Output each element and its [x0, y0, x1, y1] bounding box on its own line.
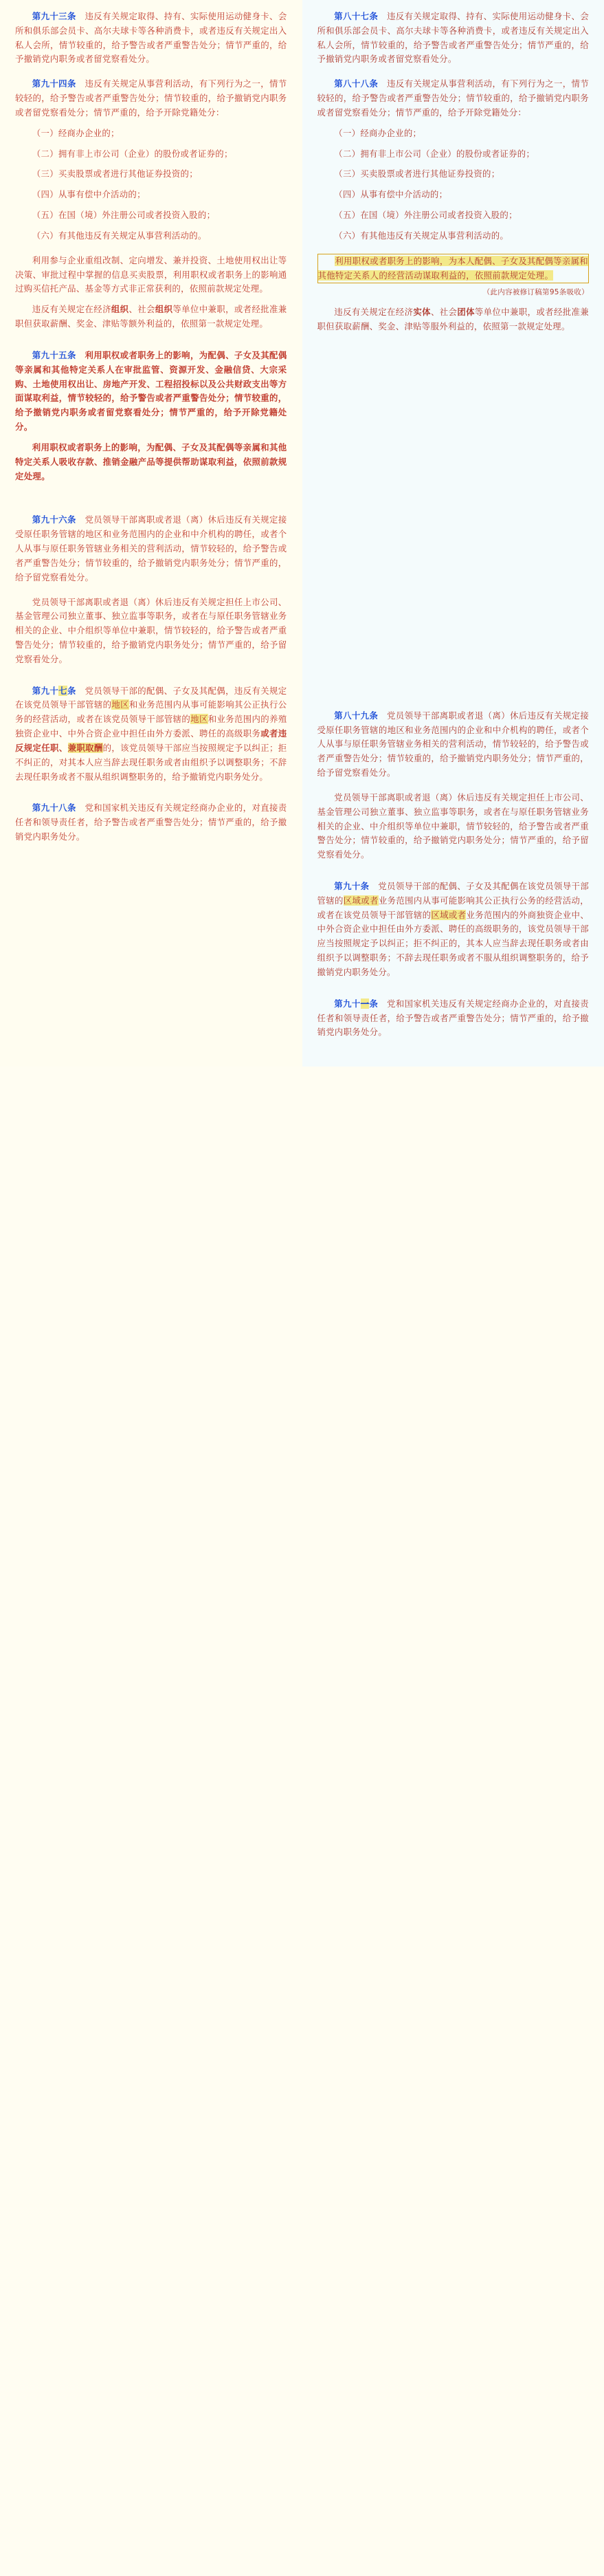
article-paragraph — [317, 709, 590, 781]
article-paragraph — [15, 684, 287, 785]
right-column-new-text — [302, 0, 604, 1067]
highlighted-article-paragraph — [317, 254, 590, 284]
list-item: （一）经商办企业的； — [334, 127, 422, 138]
highlight-term: 区域或者 — [431, 909, 467, 920]
article-body-part: 、社会 — [430, 307, 458, 318]
list-item: （六）有其他违反有关规定从事营利活动的。 — [32, 230, 207, 241]
article-paragraph: 利用参与企业重组改制、定向增发、兼并投资、土地使用权出让等决策、审批过程中掌握的信息买卖股票，利用职权或者职务上的影响通过购买信托产品、基金等方式非正常获利的，依照前款规定处理。 — [15, 254, 287, 294]
editorial-note: （此内容被修订稿第95条吸收） — [482, 288, 589, 297]
article-number: 第八十七条 — [334, 11, 379, 21]
emphasis-term: 组织 — [155, 304, 173, 315]
article-body-part: 等单位中兼职，或者经批准兼职但获取薪酬、奖金、津贴等服外利益的，依照第一款规定处理。 — [317, 307, 590, 331]
article-paragraph — [317, 997, 590, 1040]
list-item: （三）买卖股票或者进行其他证券投资的； — [334, 168, 500, 179]
article-paragraph — [317, 880, 590, 980]
struck-term: 一 — [360, 998, 370, 1009]
highlight-term: 地区 — [111, 699, 129, 710]
article-body: 违反有关规定取得、持有、实际使用运动健身卡、会所和俱乐部会员卡、高尔夫球卡等各种消费卡，或者违反有关规定出入私人会所，情节较重的，给予警告或者严重警告处分；情节严重的，给予撤销党内职务或者留党察看处分。 — [317, 11, 590, 65]
article-body: 违反有关规定从事营利活动，有下列行为之一，情节较轻的，给予警告或者严重警告处分；情节较重的，给予撤销党内职务或者留党察看处分；情节严重的，给予开除党籍处分： — [15, 78, 287, 118]
list-item: （五）在国（境）外注册公司或者投资入股的； — [334, 210, 517, 221]
emphasis-term: 团体 — [457, 307, 475, 318]
article-number: 第九十条 — [334, 880, 370, 891]
highlight-term: 兼职取酬 — [67, 742, 103, 753]
emphasis-term: 组织 — [111, 304, 129, 315]
list-item: （六）有其他违反有关规定从事营利活动的。 — [334, 230, 509, 241]
article-paragraph — [15, 801, 287, 844]
article-body: 违反有关规定从事营利活动，有下列行为之一，情节较轻的，给予警告或者严重警告处分；情节较重的，给予撤销党内职务或者留党察看处分；情节严重的，给予开除党籍处分： — [317, 78, 590, 118]
article-body: 党和国家机关违反有关规定经商办企业的，对直接责任者和领导责任者，给予警告或者严重警告处分；情节严重的，给予撤销党内职务处分。 — [15, 803, 287, 842]
article-number: 第九十六条 — [32, 514, 76, 525]
article-paragraph: 党员领导干部离职或者退（离）休后违反有关规定担任上市公司、基金管理公司独立董事、独立监事等职务，或者在与原任职务管辖业务相关的企业、中介组织等单位中兼职，情节较轻的，给予警告或者严重警告处分；情节较重的，给予撤销党内职务处分；情节严重的，给予留党察看处分。 — [317, 792, 589, 860]
article-body: 党和国家机关违反有关规定经商办企业的，对直接责任者和领导责任者，给予警告或者严重警告处分；情节严重的，给予撤销党内职务处分。 — [317, 998, 589, 1038]
list-item: （二）拥有非上市公司（企业）的股份或者证券的； — [32, 148, 233, 159]
list-item: （一）经商办企业的； — [32, 127, 120, 138]
article-body: 党员领导干部离职或者退（离）休后违反有关规定接受原任职务管辖的地区和业务范围内的企业和中介机构的聘任，或者个人从事与原任职务管辖业务相关的营利活动，情节较轻的，给予警告或者严重警告处分；情节较重的，给予撤销党内职务处分；情节严重的，给予留党察看处分。 — [317, 710, 590, 778]
article-paragraph — [15, 77, 287, 120]
article-body-part: 党员领导干部的配偶、子女及其配偶在该党员领导干部管辖的 — [317, 880, 590, 906]
article-body-part: 等单位中兼职，或者经批准兼职但获取薪酬、奖金、津贴等额外利益的，依照第一款规定处理。 — [15, 304, 287, 329]
article-body: 违反有关规定取得、持有、实际使用运动健身卡、会所和俱乐部会员卡、高尔夫球卡等各种消费卡，或者违反有关规定出入私人会所，情节较重的，给予警告或者严重警告处分；情节严重的，给予撤销党内职务或者留党察看处分。 — [15, 11, 287, 65]
highlight-term: 区域或者 — [343, 895, 379, 906]
article-paragraph — [317, 305, 590, 334]
list-item: （二）拥有非上市公司（企业）的股份或者证券的； — [334, 148, 535, 159]
two-column-layout — [0, 0, 604, 1067]
list-item: （五）在国（境）外注册公司或者投资入股的； — [32, 210, 216, 221]
article-body-part: 业务范围内从事可能影响其公正执行公务的经营活动，或者在该党员领导干部管辖的 — [317, 895, 589, 920]
article-number: 第九十八条 — [32, 803, 76, 814]
emphasis-term: 或者违反规定任职、 — [15, 728, 287, 753]
article-body-part: 违反有关规定在经济 — [334, 307, 414, 318]
article-paragraph — [15, 10, 287, 67]
article-number: 第九十一条 — [334, 998, 379, 1009]
article-paragraph — [15, 303, 287, 331]
highlight-term: 地区 — [190, 714, 208, 725]
list-item: （四）从事有偿中介活动的； — [32, 189, 146, 200]
article-number: 第八十八条 — [334, 78, 379, 89]
article-body-part: 违反有关规定在经济 — [32, 304, 111, 315]
article-body: 利用职权或者职务上的影响，为配偶、子女及其配偶等亲属和其他特定关系人在审批监管、资源开发、金融信贷、大宗采购、土地使用权出让、房地产开发、工程招投标以及公共财政支出等方面谋取利益，情节较轻的，给予警告或者严重警告处分；情节较重的，给予撤销党内职务或者留党察看处分；情节严重的，给予开除党籍处分。 — [15, 349, 287, 433]
article-paragraph — [15, 349, 287, 435]
list-item: （四）从事有偿中介活动的； — [334, 189, 448, 200]
article-number: 第八十九条 — [334, 710, 379, 721]
article-body: 党员领导干部离职或者退（离）休后违反有关规定接受原任职务管辖的地区和业务范围内的企业和中介机构的聘任，或者个人从事与原任职务管辖业务相关的营利活动，情节较轻的，给予警告或者严重警告处分；情节较重的，给予撤销党内职务处分；情节严重的，给予留党察看处分。 — [15, 514, 287, 582]
article-number: 第九十七条 — [32, 685, 76, 696]
article-body-part: 的，该党员领导干部应当按照规定予以纠正；拒不纠正的，对其本人应当辞去现任职务或者由组织予以调整职务；不辞去现任职务或者不服从组织调整职务的，给予撤销党内职务处分。 — [15, 742, 287, 782]
article-body-part: 业务范围内的外商独资企业中、中外合资企业中担任由外方委派、聘任的高级职务的，该党员领导干部应当按照规定予以纠正；拒不纠正的，其本人应当辞去现任职务或者由组织予以调整职务；不辞去现任职务或者不服从组织调整职务的，给予撤销党内职务处分。 — [317, 909, 590, 977]
article-paragraph — [317, 10, 590, 67]
left-column-old-text — [0, 0, 302, 1067]
highlight-term: 七 — [58, 685, 67, 696]
article-body-part: 和业务范围内的养殖独资企业中、中外合资企业中担任由外方委派、聘任的高级职务 — [15, 714, 287, 739]
article-body-part: 党员领导干部的配偶、子女及其配偶，违反有关规定在该党员领导干部管辖的 — [15, 685, 287, 710]
list-item: （三）买卖股票或者进行其他证券投资的； — [32, 168, 198, 179]
article-number: 第九十三条 — [32, 11, 76, 21]
article-number: 第九十五条 — [32, 349, 76, 360]
article-body-part: 、社会 — [128, 304, 155, 315]
article-paragraph: 党员领导干部离职或者退（离）休后违反有关规定担任上市公司、基金管理公司独立董事、独立监事等职务，或者在与原任职务管辖业务相关的企业、中介组织等单位中兼职，情节较轻的，给予警告或者严重警告处分；情节较重的，给予撤销党内职务处分；情节严重的，给予留党察看处分。 — [15, 596, 287, 664]
article-body-part: 和业务范围内从事可能影响其公正执行公务的经营活动，或者在该党员领导干部管辖的 — [15, 699, 287, 725]
emphasis-term: 实体 — [413, 307, 431, 318]
article-paragraph — [15, 513, 287, 585]
article-paragraph — [317, 77, 590, 120]
article-paragraph: 利用职权或者职务上的影响，为配偶、子女及其配偶等亲属和其他特定关系人吸收存款、推销金融产品等提供帮助谋取利益，依照前款规定处理。 — [15, 441, 287, 481]
article-number: 第九十四条 — [32, 78, 76, 89]
highlight-block: 利用职权或者职务上的影响，为本人配偶、子女及其配偶等亲属和其他特定关系人的经营活动谋取利益的，依照前款规定处理。 — [317, 255, 588, 281]
